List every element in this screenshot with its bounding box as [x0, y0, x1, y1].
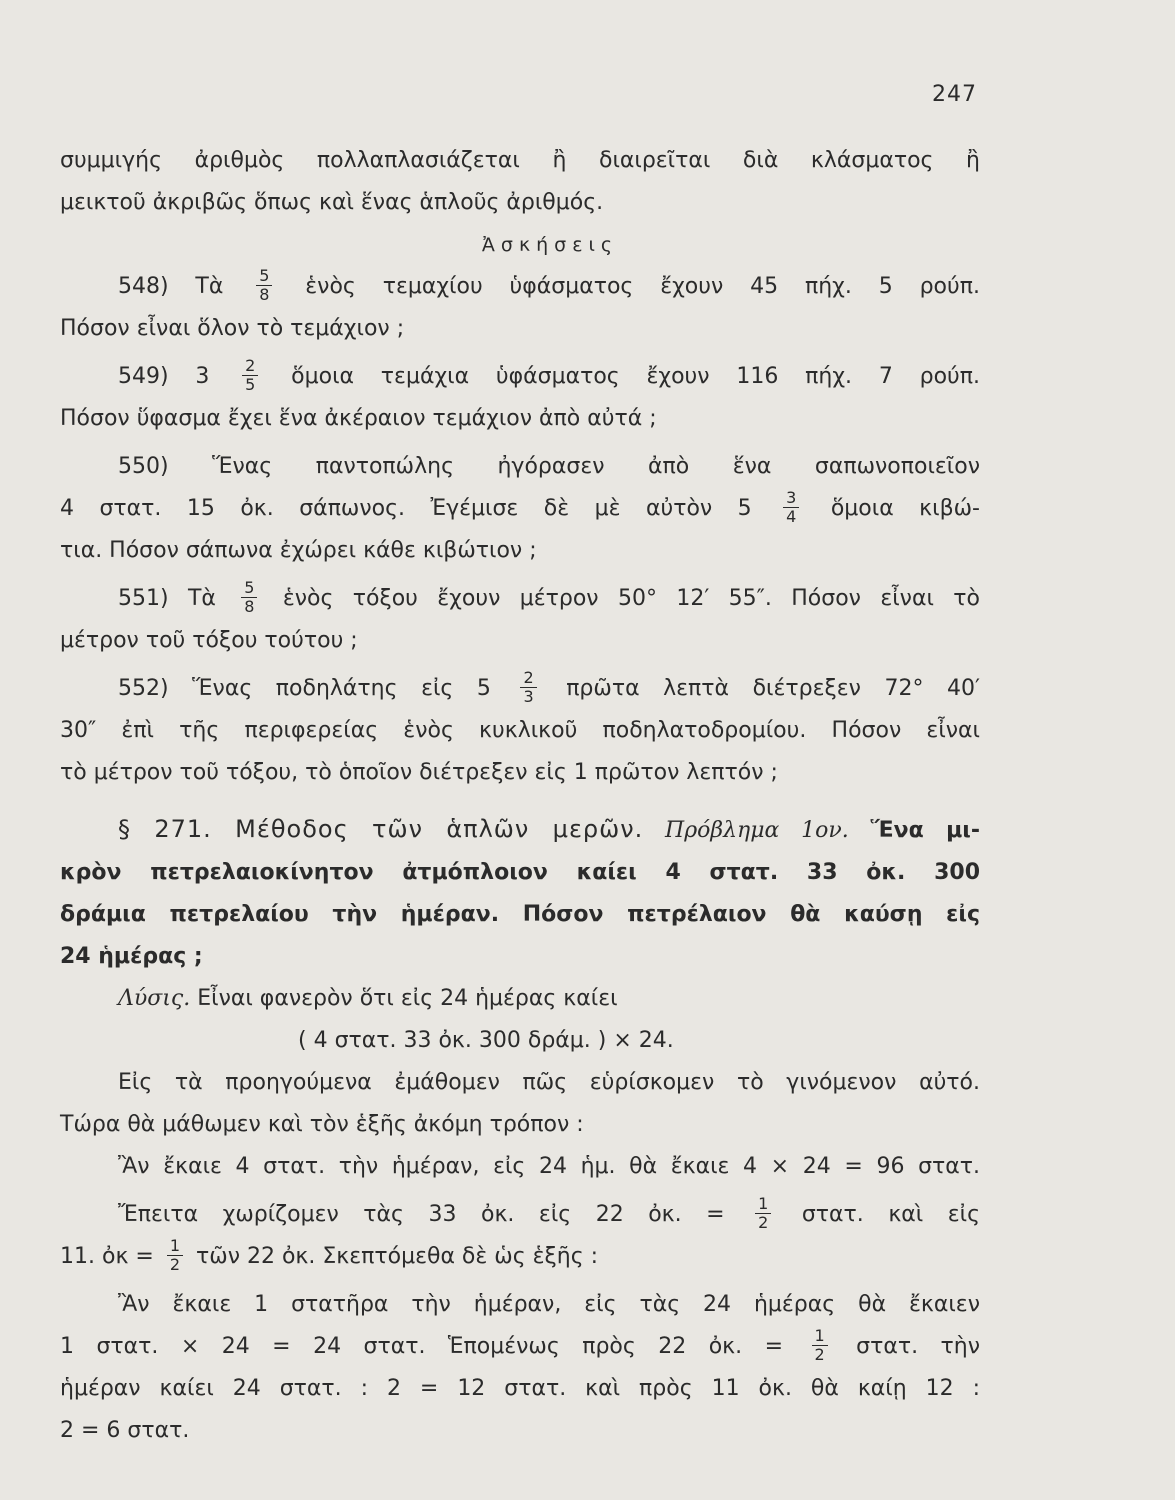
fraction: $\frac{1}{2}$	[812, 1327, 828, 1364]
solution-line-5: Ἂν ἔκαιε 4 στατ. τὴν ἡμέραν, εἰς 24 ἡμ. θὰ ἔκαιε 4 × 24 = 96 στατ.	[118, 1154, 980, 1179]
fraction: $\frac{1}{2}$	[167, 1237, 183, 1274]
solution-line-10: ἡμέραν καίει 24 στατ. : 2 = 12 στατ. καὶ πρὸς 11 ὀκ. θὰ καίῃ 12 :	[60, 1376, 980, 1401]
exercise-549-line-2: Πόσον ὕφασμα ἔχει ἕνα ἀκέραιον τεμάχιον ἀπὸ αὐτά ;	[60, 406, 657, 431]
exercise-552-line-1: 552) Ἕνας ποδηλάτης εἰς 5 $\frac{2}{3}$ πρῶτα λεπτὰ διέτρεξεν 72° 40′	[118, 667, 981, 706]
exercise-550-line-3: τια. Πόσον σάπωνα ἐχώρει κάθε κιβώτιον ;	[60, 538, 537, 563]
solution-line-8: Ἂν ἔκαιε 1 στατῆρα τὴν ἡμέραν, εἰς τὰς 24 ἡμέρας θὰ ἔκαιεν	[118, 1292, 980, 1317]
solution-line-9: 1 στατ. × 24 = 24 στατ. Ἑπομένως πρὸς 22 ὀκ. = $\frac{1}{2}$ στατ. τὴν	[60, 1325, 981, 1364]
exercise-552-line-2: 30″ ἐπὶ τῆς περιφερείας ἑνὸς κυκλικοῦ ποδηλατοδρομίου. Πόσον εἶναι	[60, 718, 980, 743]
exercise-548-line-2: Πόσον εἶναι ὅλον τὸ τεμάχιον ;	[60, 316, 405, 341]
problem-line-2: κρὸν πετρελαιοκίνητον ἀτμόπλοιον καίει 4 στατ. 33 ὀκ. 300	[60, 860, 980, 885]
fraction: $\frac{5}{8}$	[241, 579, 257, 616]
exercise-552-line-3: τὸ μέτρον τοῦ τόξου, τὸ ὁποῖον διέτρεξεν εἰς 1 πρῶτον λεπτόν ;	[60, 760, 778, 785]
problem-line-3: δράμια πετρελαίου τὴν ἡμέραν. Πόσον πετρέλαιον θὰ καύσῃ εἰς	[60, 902, 980, 927]
exercise-551-line-2: μέτρον τοῦ τόξου τούτου ;	[60, 628, 358, 653]
solution-line-4: Τώρα θὰ μάθωμεν καὶ τὸν ἑξῆς ἀκόμη τρόπον :	[60, 1112, 584, 1137]
solution-line-7: 11. ὀκ = $\frac{1}{2}$ τῶν 22 ὀκ. Σκεπτόμεθα δὲ ὡς ἑξῆς :	[60, 1235, 599, 1274]
page-number: 247	[932, 82, 977, 107]
fraction: $\frac{3}{4}$	[783, 489, 799, 526]
solution-line-1: Λύσις. Εἶναι φανερὸν ὅτι εἰς 24 ἡμέρας καίει	[118, 986, 618, 1011]
solution-line-2: ( 4 στατ. 33 ὀκ. 300 δράμ. ) × 24.	[298, 1028, 674, 1053]
problem-line-4: 24 ἡμέρας ;	[60, 944, 203, 969]
exercise-548-line-1: 548) Τὰ $\frac{5}{8}$ ἑνὸς τεμαχίου ὑφάσματος ἔχουν 45 πήχ. 5 ρούπ.	[118, 265, 980, 304]
intro-line-2: μεικτοῦ ἀκριβῶς ὅπως καὶ ἕνας ἁπλοῦς ἀριθμός.	[60, 190, 604, 215]
exercise-550-line-2: 4 στατ. 15 ὀκ. σάπωνος. Ἐγέμισε δὲ μὲ αὐτὸν 5 $\frac{3}{4}$ ὅμοια κιβώ-	[60, 487, 980, 526]
intro-line-1: συμμιγής ἀριθμὸς πολλαπλασιάζεται ἢ διαιρεῖται διὰ κλάσματος ἢ	[60, 148, 980, 173]
solution-line-11: 2 = 6 στατ.	[60, 1418, 190, 1443]
fraction: $\frac{5}{8}$	[256, 267, 272, 304]
fraction: $\frac{1}{2}$	[755, 1195, 771, 1232]
fraction: $\frac{2}{3}$	[520, 669, 536, 706]
solution-line-3: Εἰς τὰ προηγούμενα ἐμάθομεν πῶς εὑρίσκομεν τὸ γινόμενον αὐτό.	[118, 1070, 980, 1095]
exercise-550-line-1: 550) Ἕνας παντοπώλης ἠγόρασεν ἀπὸ ἕνα σαπωνοποιεῖον	[118, 454, 980, 479]
section-271-heading: § 271. Μέθοδος τῶν ἁπλῶν μερῶν. Πρόβλημα 1ον. Ἕνα μι-	[118, 815, 981, 843]
section-title: § 271. Μέθοδος τῶν ἁπλῶν μερῶν.	[118, 815, 644, 843]
solution-label: Λύσις.	[118, 986, 191, 1011]
problem-label: Πρόβλημα 1ον.	[665, 818, 849, 843]
exercises-heading: Ἀσκήσεις	[481, 234, 619, 256]
exercise-551-line-1: 551) Τὰ $\frac{5}{8}$ ἑνὸς τόξου ἔχουν μέτρον 50° 12′ 55″. Πόσον εἶναι τὸ	[118, 577, 980, 616]
exercise-549-line-1: 549) 3 $\frac{2}{5}$ ὅμοια τεμάχια ὑφάσματος ἔχουν 116 πήχ. 7 ρούπ.	[118, 355, 980, 394]
solution-line-6: Ἔπειτα χωρίζομεν τὰς 33 ὀκ. εἰς 22 ὀκ. = $\frac{1}{2}$ στατ. καὶ εἰς	[118, 1193, 980, 1232]
fraction: $\frac{2}{5}$	[242, 357, 258, 394]
page-body	[60, 140, 980, 1452]
